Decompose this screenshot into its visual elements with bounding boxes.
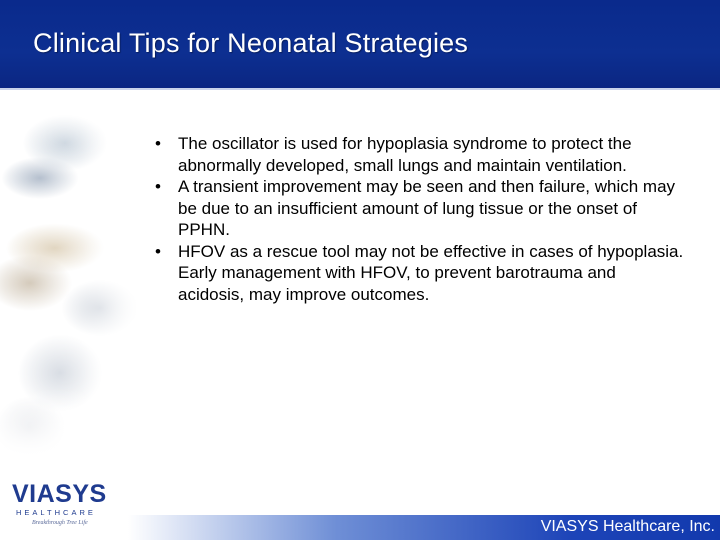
viasys-logo xyxy=(10,480,120,530)
title-bar xyxy=(0,0,720,88)
bullet-item xyxy=(155,133,685,176)
logo-tagline: Breakthrough Tree Life xyxy=(32,520,88,526)
bullet-list xyxy=(155,133,685,305)
bullet-item xyxy=(155,241,685,306)
bullet-icon: • xyxy=(155,241,161,261)
title-divider xyxy=(0,88,720,90)
bullet-text: HFOV as a rescue tool may not be effective in cases of hypoplasia. Early management with HFOV, to prevent barotrauma and acidosis, may improve outcomes. xyxy=(178,241,684,304)
bullet-icon: • xyxy=(155,134,161,153)
bullet-text: A transient improvement may be seen and then failure, which may be due to an insufficient amount of lung tissue or the onset of PPHN. xyxy=(178,177,676,239)
photo-collage xyxy=(0,108,150,458)
logo-brand: VIASYS xyxy=(12,480,107,508)
footer-bar xyxy=(128,515,720,540)
slide-title: Clinical Tips for Neonatal Strategies xyxy=(33,28,469,58)
logo-subtitle: HEALTHCARE xyxy=(16,508,96,517)
footer-text: VIASYS Healthcare, Inc. xyxy=(540,518,715,535)
bullet-item xyxy=(155,176,685,241)
collage-fade-vertical xyxy=(0,108,150,458)
bullet-icon: • xyxy=(155,177,161,196)
bullet-text: The oscillator is used for hypoplasia syndrome to protect the abnormally developed, small lungs and maintain ventilation. xyxy=(178,134,632,175)
